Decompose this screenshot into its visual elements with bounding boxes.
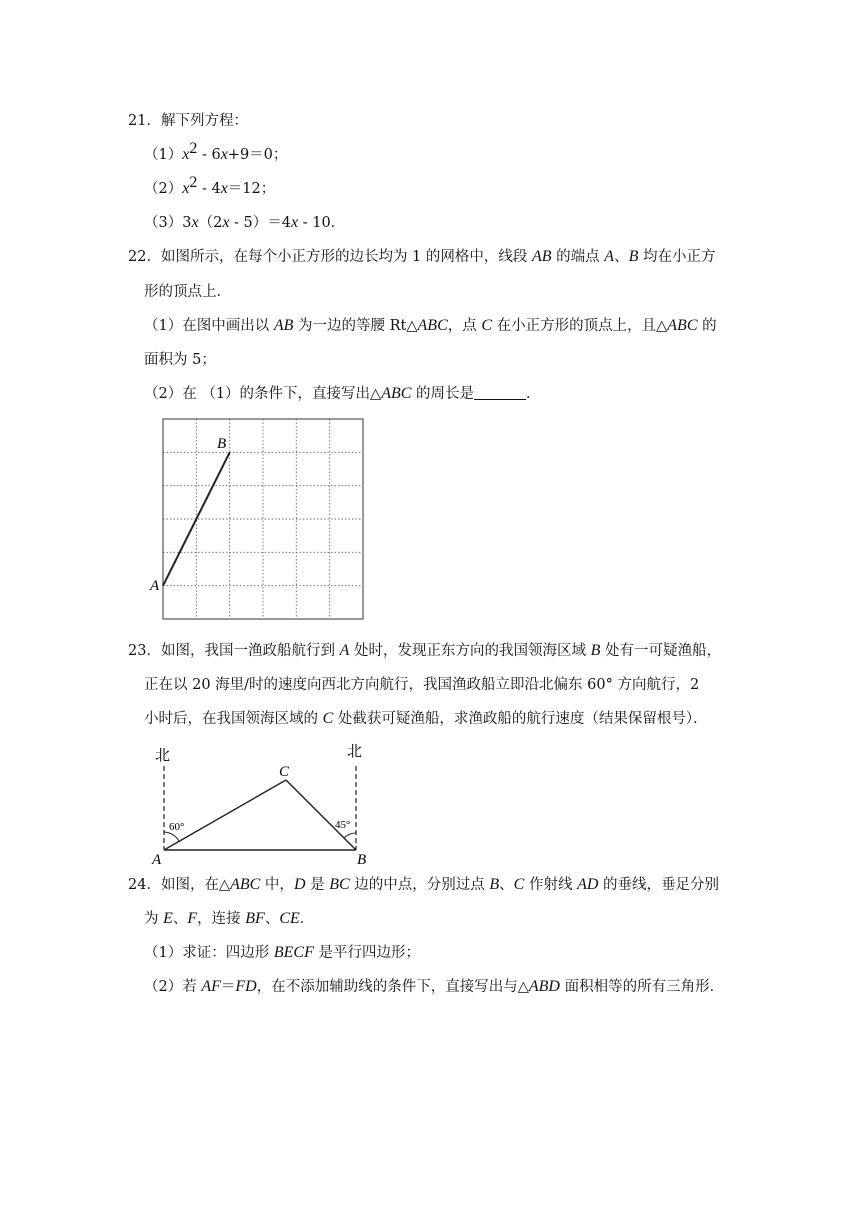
grid-lines [163, 419, 363, 619]
point-a-label: A [152, 852, 162, 868]
q21-part1: $(1)x^2$ ‑ 6x+9＝0； [144, 140, 288, 163]
point-b-label: B [217, 436, 227, 452]
q22-grid-figure [145, 408, 385, 648]
angle-label-b: 45° [335, 819, 351, 831]
point-c-label: C [279, 764, 290, 780]
q23-line3: 小时后，在我国领海区域的 C 处截获可疑渔船，求渔政船的航行速度（结果保留根号）． [144, 710, 708, 727]
q24-part1: （1）求证：四边形 BECF 是平行四边形； [144, 944, 420, 961]
grid-border [163, 419, 363, 619]
q21-part3: （3）3x（2x ‑ 5）＝4x ‑ 10． [144, 214, 346, 231]
q22-number: 22． [128, 249, 161, 265]
q22-part1-line2: 面积为 5； [144, 352, 216, 368]
q24-line2: 为 E、F，连接 BF、CE． [144, 910, 315, 927]
north-label-right: 北 [347, 744, 363, 760]
q23-number: 23． [128, 643, 161, 659]
angle-arc-b [344, 833, 356, 838]
q22-part1-line1: （1）在图中画出以 AB 为一边的等腰 Rt△ABC，点 C 在小正方形的顶点上，且△ABC 的 [144, 317, 717, 334]
q23-line1: 23．如图，我国一渔政船航行到 A 处时，发现正东方向的我国领海区域 B 处有一可疑渔船， [128, 642, 721, 659]
q24-number: 24． [128, 877, 161, 893]
segment-bc [286, 780, 356, 850]
q23-line2: 正在以 20 海里/时的速度向西北方向航行，我国渔政船立即沿北偏东 60° 方向航行，2 [144, 677, 700, 693]
q21-stem-line [128, 111, 248, 131]
q23-figure [145, 738, 385, 868]
q24-line1: 24．如图，在△ABC 中，D 是 BC 边的中点，分别过点 B、C 作射线 AD 的垂线，垂足分别 [128, 876, 719, 893]
angle-label-a: 60° [169, 821, 185, 833]
answer-blank [474, 385, 526, 400]
q22-part2: （2）在 （1）的条件下，直接写出△ABC 的周长是 ． [144, 385, 541, 402]
north-label-left: 北 [155, 748, 171, 764]
q22-stem-line2: 形的顶点上． [144, 284, 231, 300]
point-b-label: B [357, 852, 367, 868]
q21-number: 21． [128, 113, 161, 129]
angle-arc-a [164, 832, 179, 841]
q21-part2: $(2)x^2$ ‑ 4x＝12； [144, 174, 276, 197]
q21-stem: 解下列方程： [160, 113, 248, 129]
q24-part2: （2）若 AF＝FD，在不添加辅助线的条件下，直接写出与△ABD 面积相等的所有三角形． [144, 978, 725, 995]
q22-stem-line1: 22．如图所示，在每个小正方形的边长均为 1 的网格中，线段 AB 的端点 A、B 均在小正方 [128, 248, 716, 265]
point-a-label: A [150, 578, 160, 594]
segment-ac [164, 780, 286, 850]
